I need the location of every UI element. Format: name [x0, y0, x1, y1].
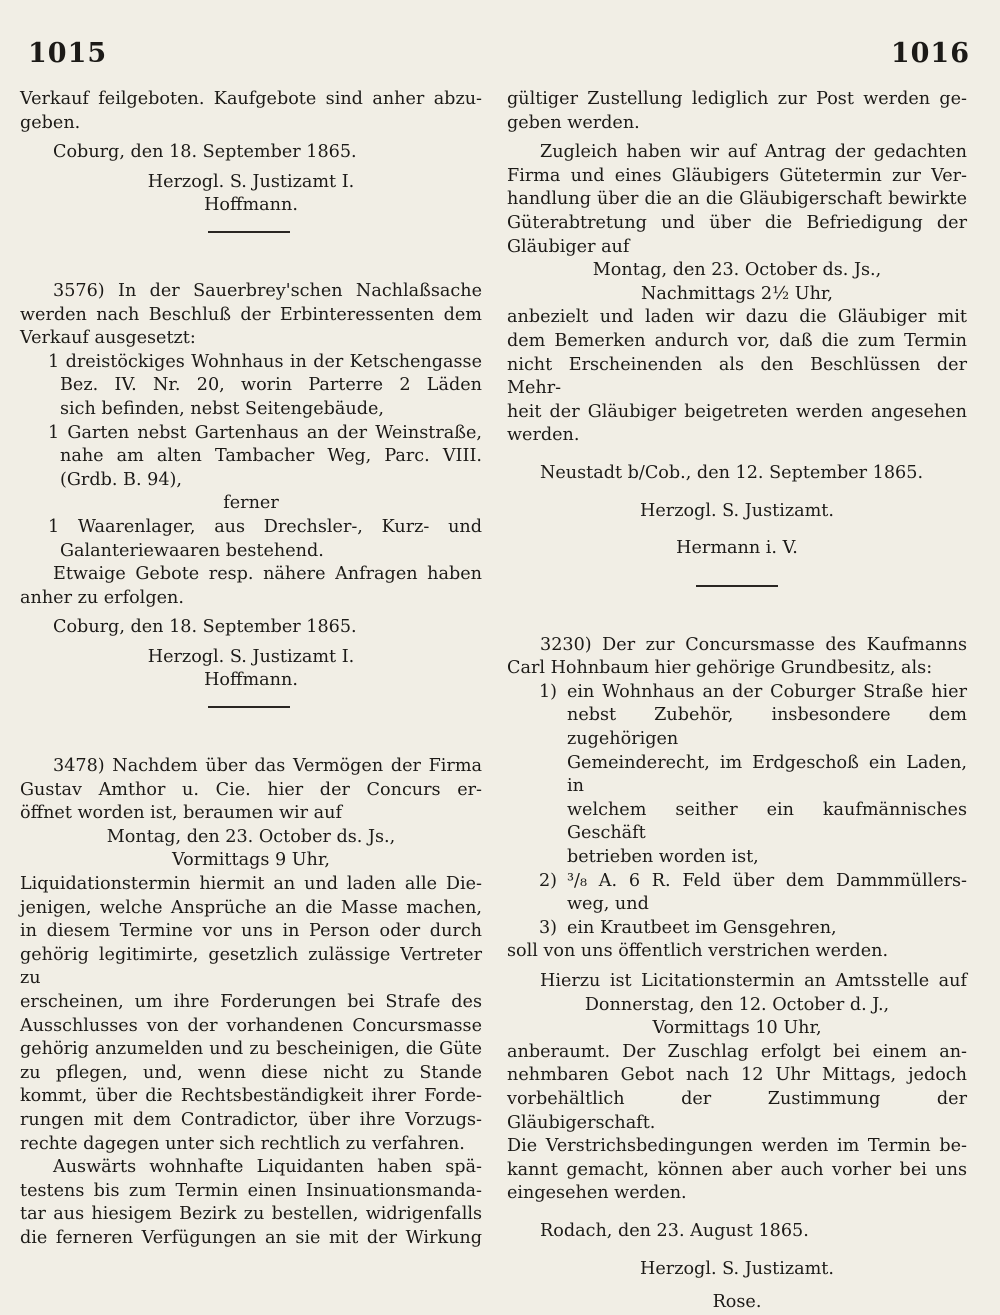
divider	[208, 231, 290, 233]
text-line: Hierzu ist Licitationstermin an Amtsstelle auf	[540, 971, 967, 991]
page-number-right: 1016	[890, 38, 970, 69]
text-line: Liquidationstermin hiermit an und laden alle Die-	[20, 874, 482, 895]
time-line: Vormittags 9 Uhr,	[172, 850, 330, 871]
left-column	[20, 88, 482, 1251]
text-line: kommt, über die Rechtsbeständigkeit ihrer Forde-	[20, 1086, 482, 1107]
notice-3478	[20, 755, 482, 1250]
authority: Herzogl. S. Justizamt I.	[147, 171, 355, 192]
text-line: welchem seither ein kaufmännisches Geschäft	[567, 799, 967, 844]
divider	[696, 585, 778, 587]
list-item-cont: Galanteriewaaren bestehend.	[60, 540, 324, 561]
text-line: soll von uns öffentlich verstrichen werden.	[507, 941, 889, 962]
notice-coburg-1	[20, 88, 482, 233]
signer: Hoffmann.	[204, 195, 298, 216]
text-line: gehörig anzumelden und zu bescheinigen, die Güte	[20, 1039, 482, 1060]
date-line: Montag, den 23. October ds. Js.,	[592, 260, 882, 281]
text-line: rechte dagegen unter sich rechtlich zu verfahren.	[20, 1133, 465, 1154]
list-item-cont: (Grdb. B. 94),	[60, 469, 182, 490]
date-line: Montag, den 23. October ds. Js.,	[106, 826, 396, 847]
list-item-cont: Bez. IV. Nr. 20, worin Parterre 2 Läden	[60, 375, 482, 396]
text-line: Firma und eines Gläubigers Gütetermin zur Ver-	[507, 165, 967, 186]
authority: Herzogl. S. Justizamt.	[640, 1258, 834, 1279]
text-line: Gustav Amthor u. Cie. hier der Concurs er-	[20, 779, 482, 800]
text-line: heit der Gläubiger beigetreten werden angesehen	[507, 401, 967, 422]
text-line: Verkauf ausgesetzt:	[20, 328, 196, 349]
list-number: 2)	[538, 870, 557, 891]
text-line: zu pflegen, und, wenn diese nicht zu Stande	[20, 1062, 482, 1083]
list-number: 1)	[538, 681, 557, 702]
text-line: eingesehen werden.	[507, 1183, 687, 1204]
text-line: ein Krautbeet im Gensgehren,	[567, 917, 837, 938]
text-line: geben.	[20, 112, 81, 133]
text-line: öffnet worden ist, beraumen wir auf	[20, 803, 343, 824]
text-line: Etwaige Gebote resp. nähere Anfragen haben	[53, 564, 482, 585]
text-line: erscheinen, um ihre Forderungen bei Strafe des	[20, 992, 482, 1012]
list-item	[507, 870, 967, 917]
text-line: weg, und	[567, 894, 649, 915]
text-line: anbezielt und laden wir dazu die Gläubiger mit	[507, 307, 967, 328]
signer: Hermann i. V.	[676, 538, 798, 559]
text-line: 3230) Der zur Concursmasse des Kaufmanns	[540, 634, 967, 655]
divider	[208, 706, 290, 708]
text-line: geben werden.	[507, 112, 640, 133]
text-line: Zugleich haben wir auf Antrag der gedachten	[540, 142, 967, 163]
text-line: werden.	[507, 425, 580, 446]
text-line: Carl Hohnbaum hier gehörige Grundbesitz, als:	[507, 658, 933, 679]
list-number: 3)	[538, 917, 557, 938]
list-item: 1 Garten nebst Gartenhaus an der Weinstraße,	[48, 422, 482, 443]
text-line: nicht Erscheinenden als den Beschlüssen der Mehr-	[507, 354, 967, 399]
text-line: handlung über die an die Gläubigerschaft bewirkte	[507, 189, 967, 210]
signer: Hoffmann.	[204, 670, 298, 691]
authority: Herzogl. S. Justizamt.	[640, 500, 834, 521]
list-item-cont: nahe am alten Tambacher Weg, Parc. VIII.	[60, 446, 482, 467]
text-line: dem Bemerken andurch vor, daß die zum Termin	[507, 330, 967, 351]
text-line: Gemeinderecht, im Erdgeschoß ein Laden, in	[567, 752, 967, 797]
list-item	[507, 917, 967, 941]
place-date: Neustadt b/Cob., den 12. September 1865.	[540, 462, 924, 483]
time-line: Nachmittags 2½ Uhr,	[641, 283, 833, 304]
text-line: Ausschlusses von der vorhandenen Concursmasse	[20, 1015, 482, 1036]
notice-3478-continued	[507, 88, 967, 587]
text-line: anher zu erfolgen.	[20, 587, 184, 608]
text-line: nehmbaren Gebot nach 12 Uhr Mittags, jedoch	[507, 1065, 967, 1086]
text-line: ³/₈ A. 6 R. Feld über dem Dammmüllers-	[567, 870, 967, 891]
text-line: Auswärts wohnhafte Liquidanten haben spä-	[53, 1157, 482, 1178]
signer: Rose.	[712, 1292, 762, 1313]
text-line: 3478) Nachdem über das Vermögen der Firma	[53, 756, 482, 777]
notice-3576	[20, 280, 482, 708]
text-line: 3576) In der Sauerbrey'schen Nachlaßsache	[53, 280, 482, 301]
date-line: Donnerstag, den 12. October d. J.,	[584, 994, 890, 1015]
place-date: Rodach, den 23. August 1865.	[540, 1220, 809, 1241]
text-line: vorbehältlich der Zustimmung der Gläubigerschaft.	[507, 1088, 967, 1133]
text-line: Verkauf feilgeboten. Kaufgebote sind anher abzu-	[20, 89, 482, 109]
time-line: Vormittags 10 Uhr,	[652, 1018, 822, 1039]
right-column	[507, 88, 967, 1315]
text-line: gültiger Zustellung lediglich zur Post werden ge-	[507, 89, 967, 109]
ferner-label: ferner	[223, 493, 279, 514]
text-line: nebst Zubehör, insbesondere dem zugehörigen	[567, 705, 967, 750]
text-line: jenigen, welche Ansprüche an die Masse machen,	[20, 897, 482, 918]
authority: Herzogl. S. Justizamt I.	[147, 646, 355, 667]
text-line: gehörig legitimirte, gesetzlich zulässige Vertreter zu	[20, 944, 482, 989]
text-line: kannt gemacht, können aber auch vorher bei uns	[507, 1159, 967, 1180]
page-number-left: 1015	[28, 38, 108, 69]
list-item: 1 dreistöckiges Wohnhaus in der Ketschengasse	[48, 351, 482, 372]
text-line: Die Verstrichsbedingungen werden im Termin be-	[507, 1136, 967, 1157]
text-line: betrieben worden ist,	[567, 847, 759, 868]
list-item-cont: sich befinden, nebst Seitengebäude,	[60, 398, 384, 419]
place-date: Coburg, den 18. September 1865.	[53, 617, 357, 638]
text-line: Güterabtretung und über die Befriedigung der	[507, 212, 967, 233]
text-line: Gläubiger auf	[507, 236, 630, 257]
text-line: testens bis zum Termin einen Insinuationsmanda-	[20, 1180, 482, 1201]
notice-3230	[507, 634, 967, 1315]
text-line: tar aus hiesigem Bezirk zu bestellen, widrigenfalls	[20, 1204, 482, 1225]
text-line: rungen mit dem Contradictor, über ihre Vorzugs-	[20, 1109, 482, 1130]
text-line: ein Wohnhaus an der Coburger Straße hier	[567, 681, 967, 702]
text-line: werden nach Beschluß der Erbinteressenten dem	[20, 304, 482, 325]
list-item: 1 Waarenlager, aus Drechsler-, Kurz- und	[48, 516, 482, 537]
text-line: die ferneren Verfügungen an sie mit der Wirkung	[20, 1227, 482, 1248]
text-line: anberaumt. Der Zuschlag erfolgt bei einem an-	[507, 1041, 967, 1062]
list-item	[507, 681, 967, 870]
text-line: in diesem Termine vor uns in Person oder durch	[20, 921, 482, 942]
place-date: Coburg, den 18. September 1865.	[53, 142, 357, 163]
